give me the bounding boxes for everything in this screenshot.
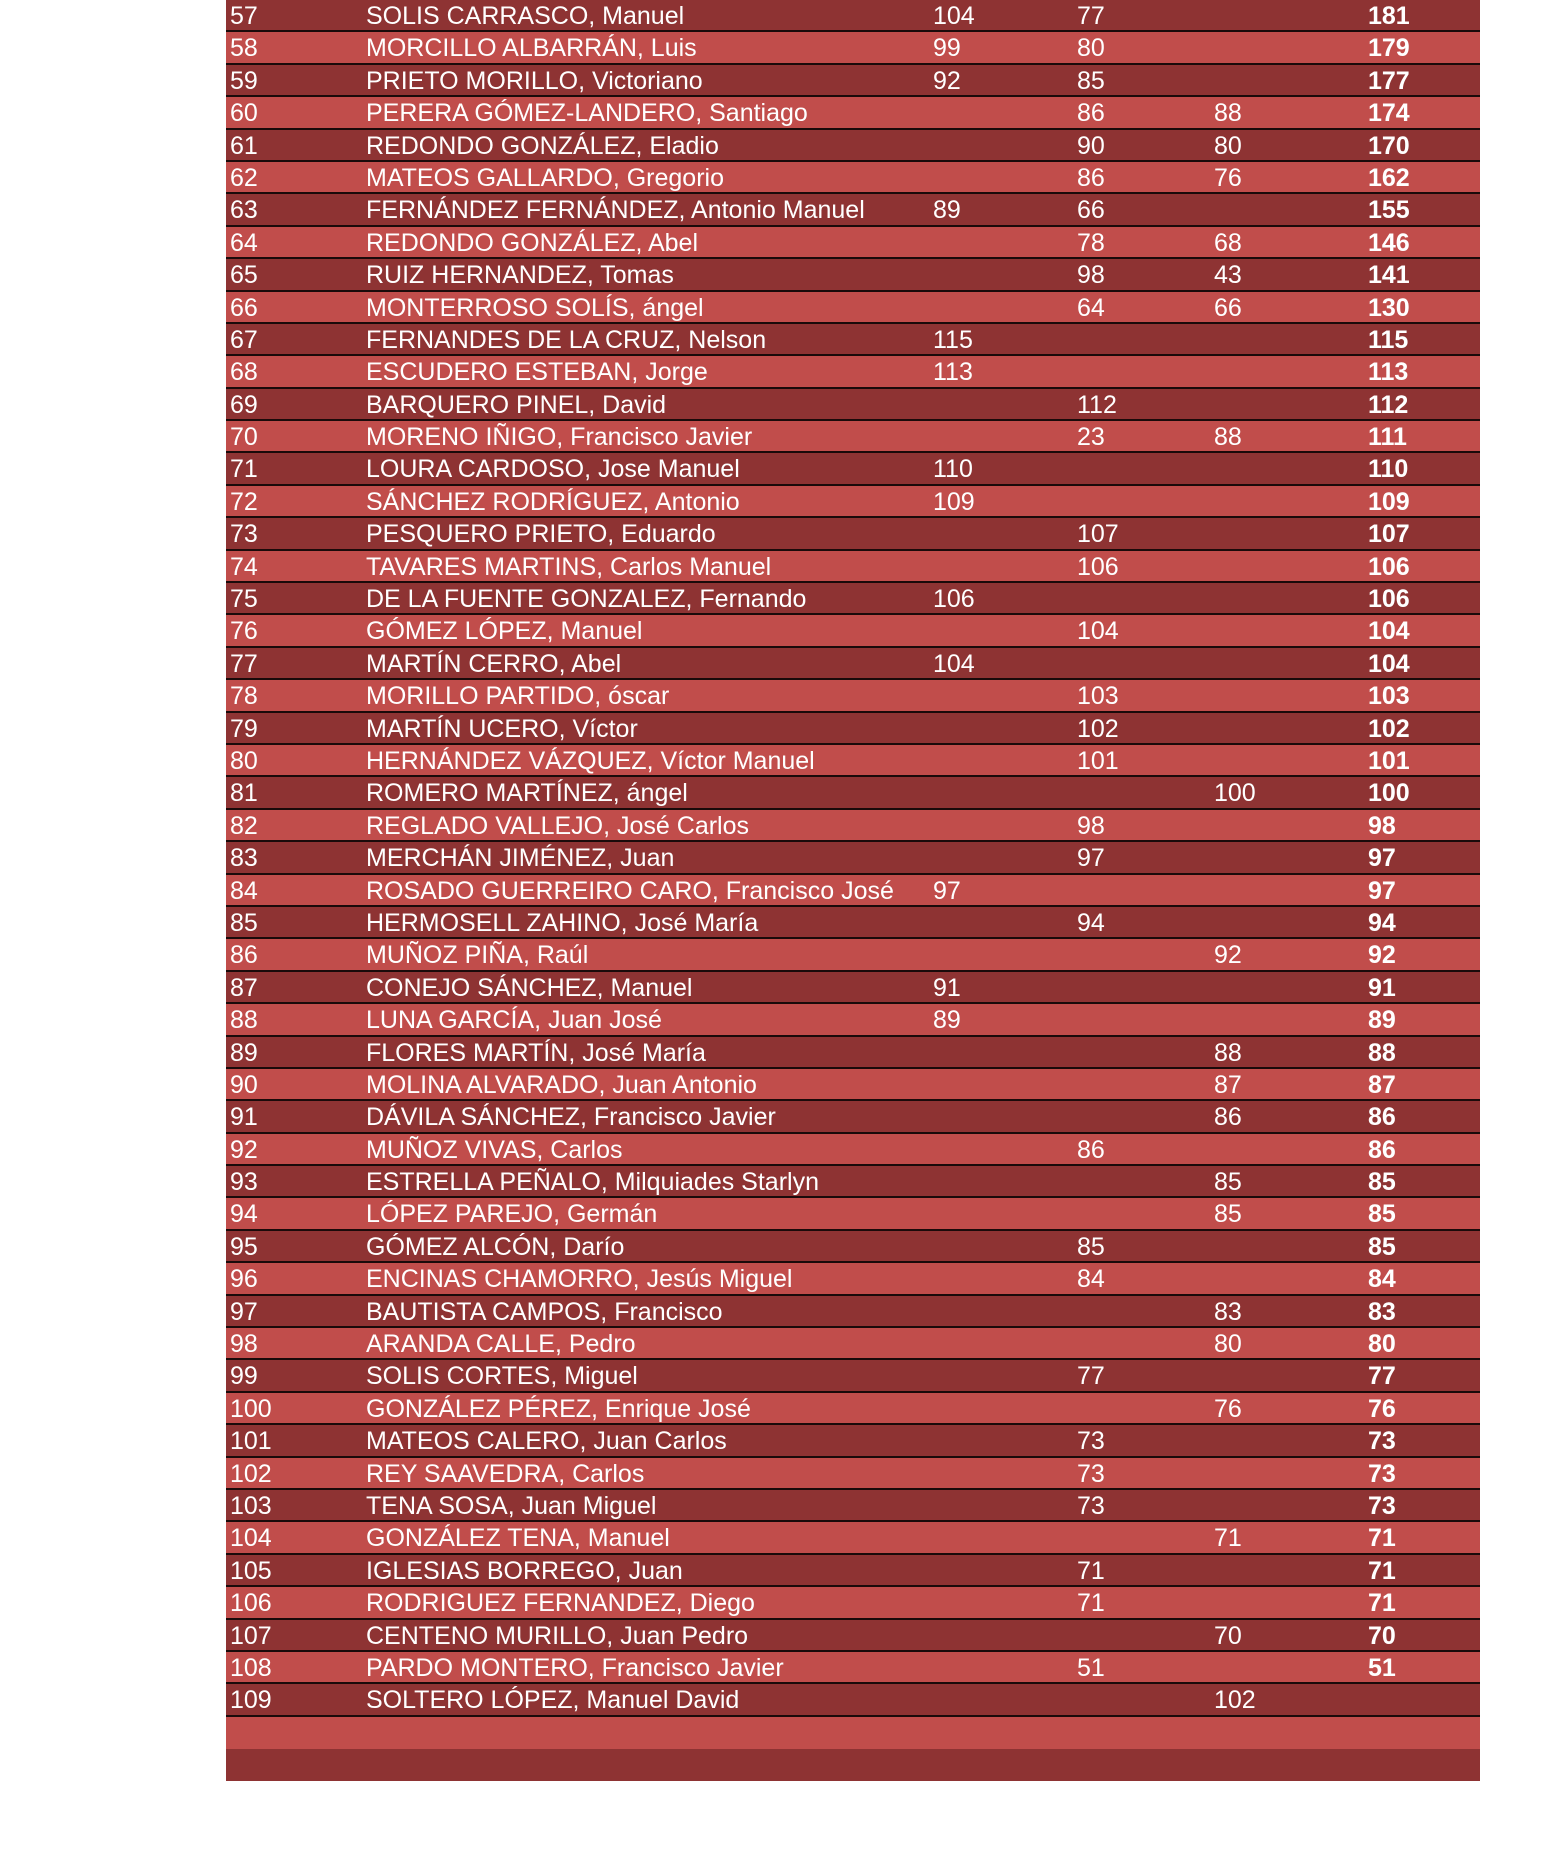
total-cell: 162 [1368,163,1410,192]
table-row [226,1069,1480,1101]
name-cell: GÓMEZ ALCÓN, Darío [366,1232,625,1261]
score-c-cell: 100 [1214,779,1256,808]
total-cell: 77 [1368,1362,1396,1391]
name-cell: CONEJO SÁNCHEZ, Manuel [366,973,693,1002]
position-cell: 77 [230,649,258,678]
table-row [226,1296,1480,1328]
name-cell: MORILLO PARTIDO, óscar [366,682,670,711]
score-c-cell: 85 [1214,1200,1242,1229]
score-a-cell: 97 [933,876,961,905]
table-row [226,162,1480,194]
name-cell: FERNANDES DE LA CRUZ, Nelson [366,325,767,354]
position-cell: 81 [230,779,258,808]
position-cell: 60 [230,99,258,128]
score-c-cell: 80 [1214,1330,1242,1359]
position-cell: 94 [230,1200,258,1229]
table-row [226,648,1480,680]
table-row [226,1004,1480,1036]
table-row [226,842,1480,874]
score-b-cell: 73 [1077,1459,1105,1488]
position-cell: 88 [230,1006,258,1035]
total-cell: 71 [1368,1524,1396,1553]
table-row [226,194,1480,226]
score-b-cell: 112 [1077,390,1117,419]
table-row [226,907,1480,939]
score-b-cell: 101 [1077,746,1119,775]
empty-row [226,1717,1480,1749]
total-cell: 115 [1368,325,1409,354]
position-cell: 57 [230,2,258,30]
position-cell: 107 [230,1621,272,1650]
score-b-cell: 71 [1077,1589,1105,1618]
score-b-cell: 86 [1077,99,1105,128]
name-cell: ESCUDERO ESTEBAN, Jorge [366,358,708,387]
total-cell: 141 [1368,261,1410,290]
position-cell: 89 [230,1038,258,1067]
name-cell: LOURA CARDOSO, Jose Manuel [366,455,740,484]
position-cell: 93 [230,1168,258,1197]
name-cell: MUÑOZ VIVAS, Carlos [366,1135,623,1164]
name-cell: ROMERO MARTÍNEZ, ángel [366,779,688,808]
total-cell: 86 [1368,1135,1396,1164]
score-b-cell: 23 [1077,423,1105,452]
table-row [226,65,1480,97]
score-b-cell: 77 [1077,2,1105,30]
table-row [226,356,1480,388]
score-c-cell: 76 [1214,1394,1242,1423]
position-cell: 90 [230,1070,258,1099]
total-cell: 73 [1368,1459,1396,1488]
score-a-cell: 113 [933,358,973,387]
name-cell: HERNÁNDEZ VÁZQUEZ, Víctor Manuel [366,746,815,775]
total-cell: 181 [1368,2,1410,30]
score-b-cell: 80 [1077,34,1105,63]
total-cell: 88 [1368,1038,1396,1067]
score-b-cell: 73 [1077,1491,1105,1520]
position-cell: 106 [230,1589,272,1618]
name-cell: CENTENO MURILLO, Juan Pedro [366,1621,749,1650]
position-cell: 74 [230,552,258,581]
table-row [226,1134,1480,1166]
table-row [226,1393,1480,1425]
table-row [226,713,1480,745]
total-cell: 76 [1368,1394,1396,1423]
table-row [226,1360,1480,1392]
score-b-cell: 103 [1077,682,1119,711]
position-cell: 61 [230,131,258,160]
table-row [226,32,1480,64]
table-row [226,1425,1480,1457]
score-b-cell: 104 [1077,617,1119,646]
position-cell: 109 [230,1686,272,1715]
position-cell: 99 [230,1362,258,1391]
position-cell: 104 [230,1524,272,1553]
score-c-cell: 92 [1214,941,1242,970]
position-cell: 82 [230,811,258,840]
name-cell: RODRIGUEZ FERNANDEZ, Diego [366,1589,755,1618]
name-cell: ESTRELLA PEÑALO, Milquiades Starlyn [366,1168,819,1197]
position-cell: 68 [230,358,258,387]
table-row [226,972,1480,1004]
total-cell: 107 [1368,520,1410,549]
total-cell: 94 [1368,908,1396,937]
score-b-cell: 86 [1077,1135,1105,1164]
total-cell: 70 [1368,1621,1396,1650]
total-cell: 84 [1368,1265,1396,1294]
table-row [226,1522,1480,1554]
name-cell: SÁNCHEZ RODRÍGUEZ, Antonio [366,487,740,516]
total-cell: 97 [1368,844,1396,873]
table-row [226,0,1480,32]
score-c-cell: 88 [1214,423,1242,452]
table-row [226,1620,1480,1652]
table-row [226,453,1480,485]
ranking-table [226,0,1480,1781]
name-cell: GÓMEZ LÓPEZ, Manuel [366,617,643,646]
total-cell: 170 [1368,131,1410,160]
total-cell: 85 [1368,1168,1396,1197]
position-cell: 87 [230,973,258,1002]
table-row [226,810,1480,842]
score-b-cell: 102 [1077,714,1119,743]
name-cell: MOLINA ALVARADO, Juan Antonio [366,1070,757,1099]
table-row [226,1587,1480,1619]
name-cell: FLORES MARTÍN, José María [366,1038,706,1067]
total-cell: 112 [1368,390,1409,419]
table-row [226,1328,1480,1360]
score-b-cell: 84 [1077,1265,1105,1294]
score-a-cell: 106 [933,585,975,614]
score-a-cell: 109 [933,487,975,516]
score-b-cell: 85 [1077,66,1105,95]
score-c-cell: 85 [1214,1168,1242,1197]
score-a-cell: 110 [933,455,973,484]
total-cell: 102 [1368,714,1410,743]
score-c-cell: 80 [1214,131,1242,160]
position-cell: 108 [230,1653,272,1682]
score-b-cell: 51 [1077,1653,1105,1682]
total-cell: 83 [1368,1297,1396,1326]
name-cell: LUNA GARCÍA, Juan José [366,1006,662,1035]
position-cell: 66 [230,293,258,322]
total-cell: 92 [1368,941,1396,970]
table-row [226,1037,1480,1069]
table-row [226,421,1480,453]
score-c-cell: 71 [1214,1524,1242,1553]
total-cell: 73 [1368,1491,1396,1520]
total-cell: 110 [1368,455,1409,484]
position-cell: 72 [230,487,258,516]
name-cell: DÁVILA SÁNCHEZ, Francisco Javier [366,1103,776,1132]
position-cell: 76 [230,617,258,646]
position-cell: 86 [230,941,258,970]
name-cell: PERERA GÓMEZ-LANDERO, Santiago [366,99,808,128]
name-cell: FERNÁNDEZ FERNÁNDEZ, Antonio Manuel [366,196,865,225]
total-cell: 179 [1368,34,1410,63]
total-cell: 146 [1368,228,1410,257]
total-cell: 71 [1368,1589,1396,1618]
score-b-cell: 78 [1077,228,1105,257]
position-cell: 58 [230,34,258,63]
score-a-cell: 91 [933,973,961,1002]
total-cell: 103 [1368,682,1410,711]
table-row [226,97,1480,129]
table-row [226,1263,1480,1295]
table-row [226,130,1480,162]
name-cell: MARTÍN UCERO, Víctor [366,714,638,743]
position-cell: 67 [230,325,258,354]
score-c-cell: 88 [1214,1038,1242,1067]
table-row [226,1231,1480,1263]
score-a-cell: 89 [933,196,961,225]
score-a-cell: 104 [933,2,975,30]
name-cell: GONZÁLEZ PÉREZ, Enrique José [366,1394,751,1423]
name-cell: MUÑOZ PIÑA, Raúl [366,941,589,970]
table-row [226,1101,1480,1133]
position-cell: 98 [230,1330,258,1359]
table-row [226,1458,1480,1490]
total-cell: 177 [1368,66,1410,95]
name-cell: ROSADO GUERREIRO CARO, Francisco José [366,876,894,905]
score-c-cell: 76 [1214,163,1242,192]
name-cell: REGLADO VALLEJO, José Carlos [366,811,750,840]
name-cell: SOLIS CARRASCO, Manuel [366,2,685,30]
position-cell: 62 [230,163,258,192]
score-b-cell: 73 [1077,1427,1105,1456]
position-cell: 83 [230,844,258,873]
total-cell: 104 [1368,649,1410,678]
total-cell: 98 [1368,811,1396,840]
total-cell: 71 [1368,1556,1396,1585]
name-cell: HERMOSELL ZAHINO, José María [366,908,759,937]
name-cell: ENCINAS CHAMORRO, Jesús Miguel [366,1265,793,1294]
position-cell: 75 [230,585,258,614]
score-a-cell: 99 [933,34,961,63]
total-cell: 87 [1368,1070,1396,1099]
total-cell: 51 [1368,1653,1396,1682]
total-cell: 101 [1368,746,1410,775]
name-cell: MATEOS CALERO, Juan Carlos [366,1427,727,1456]
table-row [226,1490,1480,1522]
name-cell: BARQUERO PINEL, David [366,390,667,419]
total-cell: 97 [1368,876,1396,905]
name-cell: REDONDO GONZÁLEZ, Abel [366,228,699,257]
score-c-cell: 102 [1214,1686,1256,1715]
name-cell: SOLIS CORTES, Miguel [366,1362,638,1391]
name-cell: RUIZ HERNANDEZ, Tomas [366,261,674,290]
score-c-cell: 70 [1214,1621,1242,1650]
score-b-cell: 86 [1077,163,1105,192]
position-cell: 71 [230,455,258,484]
name-cell: TAVARES MARTINS, Carlos Manuel [366,552,772,581]
score-b-cell: 97 [1077,844,1105,873]
total-cell: 91 [1368,973,1396,1002]
position-cell: 59 [230,66,258,95]
score-c-cell: 86 [1214,1103,1242,1132]
name-cell: GONZÁLEZ TENA, Manuel [366,1524,670,1553]
score-c-cell: 88 [1214,99,1242,128]
empty-row [226,1749,1480,1781]
name-cell: LÓPEZ PAREJO, Germán [366,1200,658,1229]
position-cell: 95 [230,1232,258,1261]
table-row [226,1198,1480,1230]
total-cell: 111 [1368,423,1407,452]
total-cell: 109 [1368,487,1410,516]
position-cell: 65 [230,261,258,290]
position-cell: 103 [230,1491,272,1520]
name-cell: REY SAAVEDRA, Carlos [366,1459,645,1488]
score-b-cell: 98 [1077,261,1105,290]
table-row [226,259,1480,291]
score-b-cell: 85 [1077,1232,1105,1261]
total-cell: 86 [1368,1103,1396,1132]
name-cell: PARDO MONTERO, Francisco Javier [366,1653,784,1682]
score-b-cell: 107 [1077,520,1119,549]
total-cell: 104 [1368,617,1410,646]
position-cell: 102 [230,1459,272,1488]
score-b-cell: 90 [1077,131,1105,160]
score-c-cell: 83 [1214,1297,1242,1326]
name-cell: BAUTISTA CAMPOS, Francisco [366,1297,723,1326]
table-row [226,745,1480,777]
score-b-cell: 71 [1077,1556,1105,1585]
score-b-cell: 77 [1077,1362,1105,1391]
position-cell: 73 [230,520,258,549]
name-cell: SOLTERO LÓPEZ, Manuel David [366,1686,740,1715]
name-cell: PESQUERO PRIETO, Eduardo [366,520,716,549]
score-a-cell: 104 [933,649,975,678]
total-cell: 113 [1368,358,1409,387]
table-row [226,324,1480,356]
name-cell: IGLESIAS BORREGO, Juan [366,1556,683,1585]
score-a-cell: 89 [933,1006,961,1035]
score-c-cell: 87 [1214,1070,1242,1099]
total-cell: 106 [1368,552,1410,581]
position-cell: 84 [230,876,258,905]
position-cell: 69 [230,390,258,419]
total-cell: 73 [1368,1427,1396,1456]
name-cell: MORENO IÑIGO, Francisco Javier [366,423,753,452]
table-row [226,680,1480,712]
position-cell: 79 [230,714,258,743]
table-row [226,292,1480,324]
position-cell: 91 [230,1103,258,1132]
name-cell: MATEOS GALLARDO, Gregorio [366,163,724,192]
name-cell: MORCILLO ALBARRÁN, Luis [366,34,697,63]
position-cell: 80 [230,746,258,775]
table-row [226,1555,1480,1587]
total-cell: 85 [1368,1232,1396,1261]
total-cell: 89 [1368,1006,1396,1035]
name-cell: DE LA FUENTE GONZALEZ, Fernando [366,585,807,614]
position-cell: 64 [230,228,258,257]
total-cell: 85 [1368,1200,1396,1229]
position-cell: 96 [230,1265,258,1294]
table-row [226,615,1480,647]
total-cell: 106 [1368,585,1410,614]
total-cell: 130 [1368,293,1410,322]
total-cell: 155 [1368,196,1410,225]
position-cell: 101 [230,1427,272,1456]
position-cell: 78 [230,682,258,711]
table-row [226,583,1480,615]
table-row [226,389,1480,421]
total-cell: 80 [1368,1330,1396,1359]
table-row [226,518,1480,550]
table-row [226,551,1480,583]
position-cell: 97 [230,1297,258,1326]
total-cell: 174 [1368,99,1410,128]
score-b-cell: 64 [1077,293,1105,322]
table-row [226,1652,1480,1684]
position-cell: 63 [230,196,258,225]
score-b-cell: 94 [1077,908,1105,937]
position-cell: 70 [230,423,258,452]
score-c-cell: 68 [1214,228,1242,257]
name-cell: MARTÍN CERRO, Abel [366,649,622,678]
score-b-cell: 66 [1077,196,1105,225]
position-cell: 92 [230,1135,258,1164]
score-c-cell: 43 [1214,261,1242,290]
name-cell: MONTERROSO SOLÍS, ángel [366,293,704,322]
table-row [226,1684,1480,1716]
score-b-cell: 106 [1077,552,1119,581]
position-cell: 105 [230,1556,272,1585]
table-row [226,1166,1480,1198]
name-cell: PRIETO MORILLO, Victoriano [366,66,703,95]
score-b-cell: 98 [1077,811,1105,840]
table-row [226,777,1480,809]
score-a-cell: 115 [933,325,973,354]
table-row [226,875,1480,907]
table-row [226,939,1480,971]
total-cell-bg [1362,1684,1480,1714]
score-a-cell: 92 [933,66,961,95]
name-cell: MERCHÁN JIMÉNEZ, Juan [366,844,675,873]
name-cell: TENA SOSA, Juan Miguel [366,1491,657,1520]
table-row [226,486,1480,518]
name-cell: REDONDO GONZÁLEZ, Eladio [366,131,719,160]
name-cell: ARANDA CALLE, Pedro [366,1330,636,1359]
total-cell: 100 [1368,779,1410,808]
score-c-cell: 66 [1214,293,1242,322]
position-cell: 85 [230,908,258,937]
position-cell: 100 [230,1394,272,1423]
table-row [226,227,1480,259]
